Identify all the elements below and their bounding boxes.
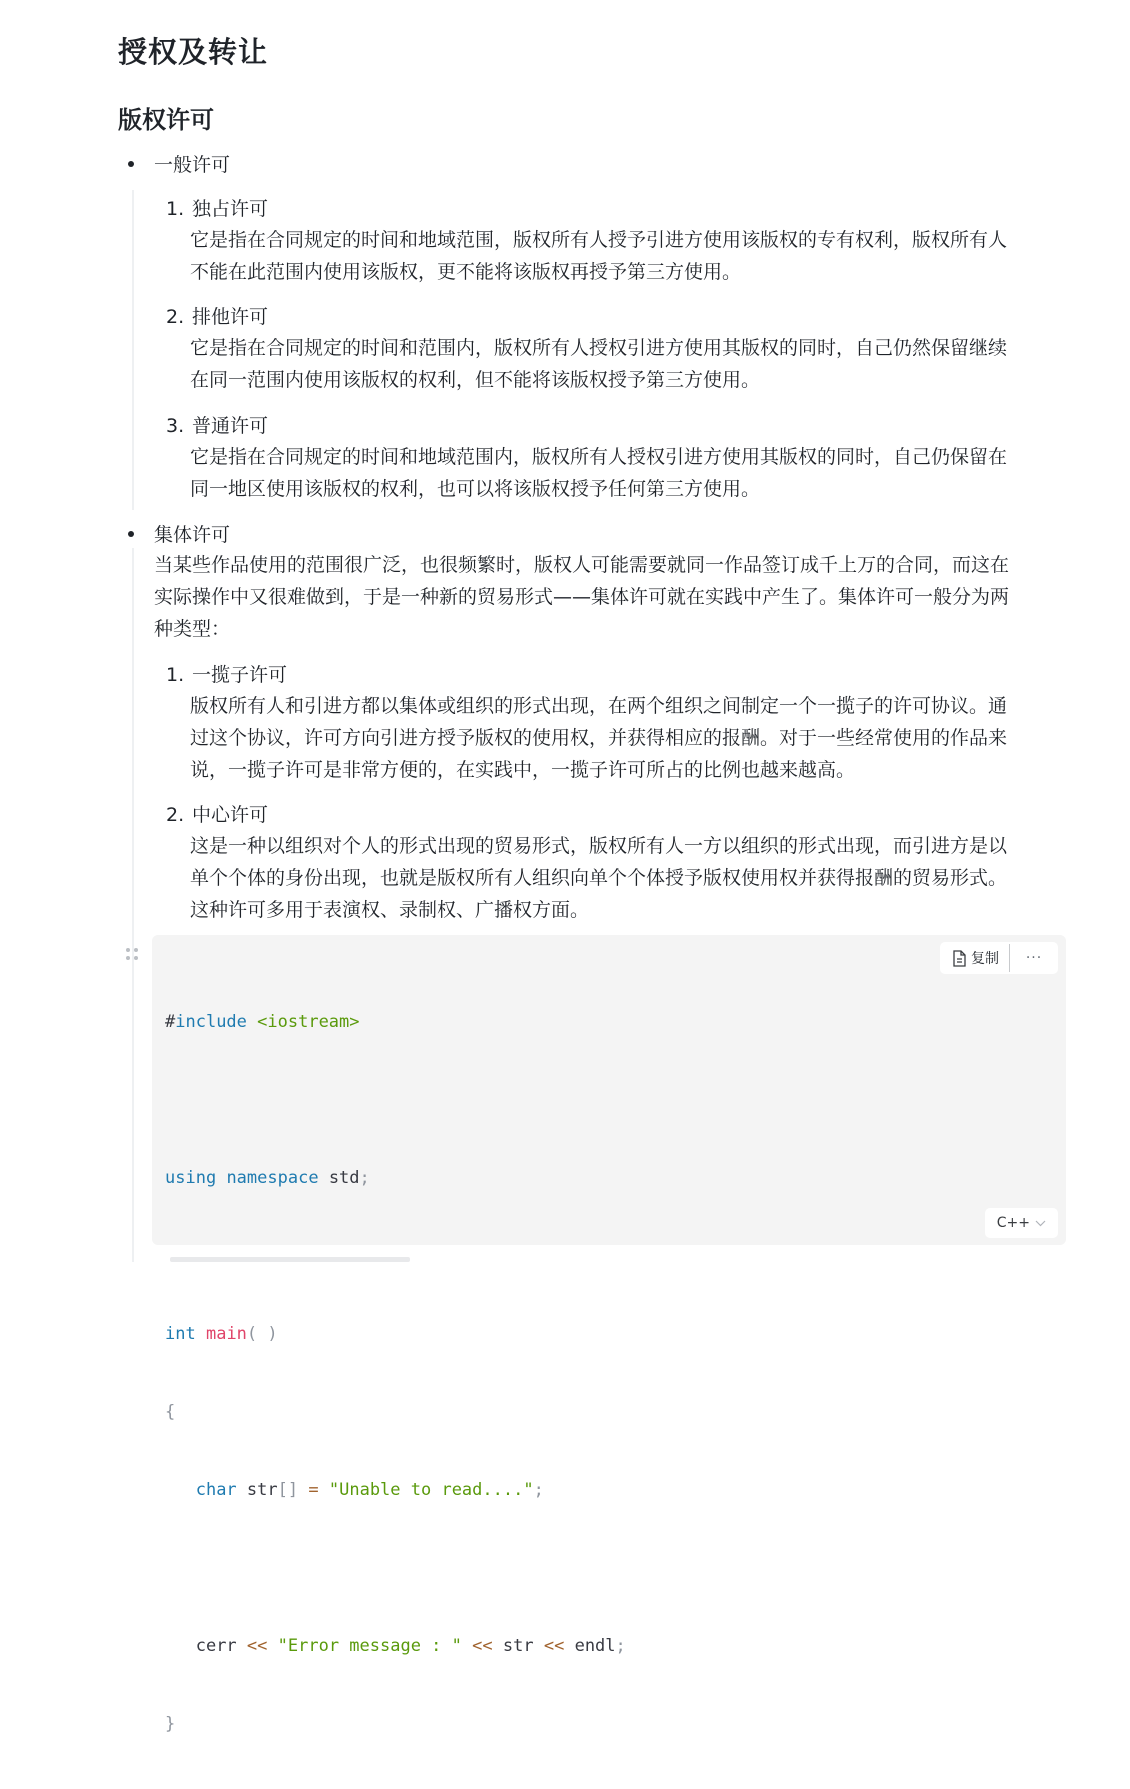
bullet-label: 一般许可: [154, 154, 231, 176]
more-options-button[interactable]: ···: [1025, 950, 1043, 966]
drag-handle-icon[interactable]: [126, 948, 140, 964]
numbered-item-body: 它是指在合同规定的时间和范围内，版权所有人授权引进方使用其版权的同时，自己仍然保留继续 在同一范围内使用该版权的权利，但不能将该版权授予第三方使用。: [190, 337, 1008, 391]
section-intro: 当某些作品使用的范围很广泛，也很频繁时，版权人可能需要就同一作品签订成千上万的合同，而这在 实际操作中又很难做到，于是一种新的贸易形式——集体许可就在实践中产生了。集体许可一般分为两 种类型：: [154, 554, 1010, 640]
code-block[interactable]: [152, 935, 1066, 1734]
bullet-dot-icon: [128, 531, 134, 537]
numbered-item-title: 2. 排他许可: [166, 306, 269, 328]
numbered-item-body: 这是一种以组织对个人的形式出现的贸易形式，版权所有人一方以组织的形式出现，而引进方是以 单个个体的身份出现，也就是版权所有人组织向单个个体授予版权使用权并获得报酬的贸易形式。 这种许可多用于表演权、录制权、广播权方面。: [190, 835, 1008, 921]
numbered-item-title: 2. 中心许可: [166, 804, 269, 826]
numbered-item-body: 它是指在合同规定的时间和地域范围内，版权所有人授权引进方使用其版权的同时，自己仍保留在 同一地区使用该版权的权利，也可以将该版权授予任何第三方使用。: [190, 446, 1008, 500]
numbered-item-body: 版权所有人和引进方都以集体或组织的形式出现，在两个组织之间制定一个一揽子的许可协议。通 过这个协议，许可方向引进方授予版权的使用权，并获得相应的报酬。对于一些经常使用的作品来 说，一揽子许可是非常方便的，在实践中，一揽子许可所占的比例也越来越高。: [190, 695, 1008, 781]
language-select[interactable]: C++: [985, 1208, 1058, 1238]
bullet-dot-icon: [128, 161, 134, 167]
copy-button[interactable]: 复制: [940, 942, 1009, 974]
bullet-item-collective-license: [128, 520, 230, 547]
numbered-item-title: 1. 独占许可: [166, 198, 269, 220]
page-title: 授权及转让: [118, 35, 269, 69]
document-icon: [952, 950, 967, 967]
code-toolbar: [940, 942, 1058, 974]
numbered-item-body: 它是指在合同规定的时间和地域范围，版权所有人授予引进方使用该版权的专有权利，版权所有人 不能在此范围内使用该版权，更不能将该版权再授予第三方使用。: [190, 229, 1008, 283]
bullet-item-general-license: [128, 150, 230, 177]
section-heading: 版权许可: [118, 106, 214, 134]
numbered-item-title: 1. 一揽子许可: [166, 664, 288, 686]
code-content[interactable]: #include <iostream> using namespace std; int main( ) { char str[] = "Unable to read...."; cerr << "Error message : " << str << endl; }: [165, 1012, 626, 1734]
numbered-item-title: 3. 普通许可: [166, 415, 269, 437]
indent-guide: [132, 190, 134, 510]
indent-guide: [132, 548, 134, 1262]
bullet-label: 集体许可: [154, 524, 231, 546]
chevron-down-icon: [1035, 1220, 1046, 1227]
caption-placeholder: [170, 1257, 410, 1262]
